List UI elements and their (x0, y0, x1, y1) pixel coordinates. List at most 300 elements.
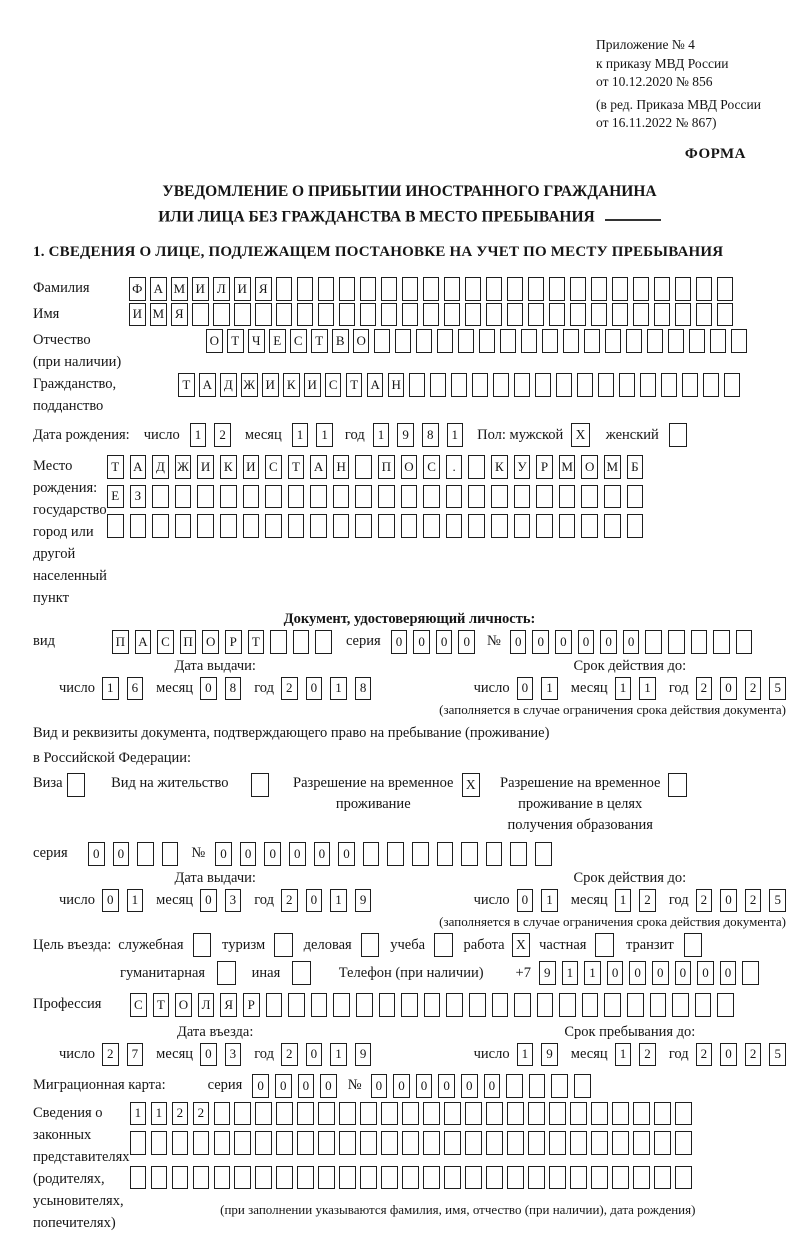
char-cell[interactable] (234, 303, 251, 327)
char-cell[interactable]: 0 (578, 630, 595, 654)
char-cell[interactable] (318, 1131, 335, 1155)
char-cell[interactable] (360, 277, 377, 301)
char-cell[interactable]: 2 (639, 1043, 656, 1067)
char-cell[interactable] (549, 1102, 566, 1126)
char-cell[interactable] (486, 842, 503, 866)
char-cell[interactable] (577, 373, 594, 397)
char-cell[interactable]: Н (388, 373, 405, 397)
char-cell[interactable] (288, 993, 305, 1017)
char-cell[interactable] (521, 329, 538, 353)
char-cell[interactable]: 0 (371, 1074, 388, 1098)
char-cell[interactable] (107, 514, 124, 538)
char-cell[interactable] (197, 514, 214, 538)
char-cell[interactable]: П (378, 455, 395, 479)
char-cell[interactable] (604, 514, 621, 538)
char-cell[interactable]: М (559, 455, 576, 479)
char-cell[interactable] (355, 485, 372, 509)
char-cell[interactable] (633, 1102, 650, 1126)
char-cell[interactable] (172, 1131, 189, 1155)
char-cell[interactable] (423, 1166, 440, 1190)
char-cell[interactable]: О (581, 455, 598, 479)
char-cell[interactable] (570, 1131, 587, 1155)
char-cell[interactable] (506, 1074, 523, 1098)
char-cell[interactable] (363, 842, 380, 866)
purpose-item-6-checkbox[interactable] (684, 933, 703, 957)
char-cell[interactable]: 8 (422, 423, 439, 447)
char-cell[interactable] (604, 993, 621, 1017)
char-cell[interactable] (444, 1102, 461, 1126)
char-cell[interactable]: 0 (275, 1074, 292, 1098)
char-cell[interactable] (243, 514, 260, 538)
char-cell[interactable]: С (423, 455, 440, 479)
char-cell[interactable] (151, 1131, 168, 1155)
char-cell[interactable]: 0 (629, 961, 646, 985)
char-cell[interactable] (559, 485, 576, 509)
char-cell[interactable]: 0 (484, 1074, 501, 1098)
char-cell[interactable]: Л (213, 277, 230, 301)
char-cell[interactable]: 0 (314, 842, 331, 866)
char-cell[interactable] (243, 485, 260, 509)
char-cell[interactable] (582, 993, 599, 1017)
char-cell[interactable]: 0 (652, 961, 669, 985)
char-cell[interactable] (270, 630, 287, 654)
char-cell[interactable] (288, 485, 305, 509)
char-cell[interactable] (536, 485, 553, 509)
char-cell[interactable]: 0 (102, 889, 119, 913)
char-cell[interactable]: 2 (281, 1043, 298, 1067)
char-cell[interactable] (318, 1102, 335, 1126)
char-cell[interactable]: 3 (225, 889, 242, 913)
char-cell[interactable]: К (283, 373, 300, 397)
char-cell[interactable] (465, 1166, 482, 1190)
char-cell[interactable]: 0 (393, 1074, 410, 1098)
char-cell[interactable] (507, 1166, 524, 1190)
char-cell[interactable] (691, 630, 708, 654)
char-cell[interactable]: 0 (517, 889, 534, 913)
char-cell[interactable]: 3 (225, 1043, 242, 1067)
char-cell[interactable] (591, 1166, 608, 1190)
char-cell[interactable]: Т (248, 630, 265, 654)
char-cell[interactable]: 1 (447, 423, 464, 447)
char-cell[interactable] (214, 1131, 231, 1155)
char-cell[interactable] (742, 961, 759, 985)
char-cell[interactable]: 2 (696, 1043, 713, 1067)
char-cell[interactable]: М (604, 455, 621, 479)
char-cell[interactable] (402, 277, 419, 301)
char-cell[interactable]: П (112, 630, 129, 654)
female-checkbox[interactable] (669, 423, 688, 447)
char-cell[interactable] (356, 993, 373, 1017)
char-cell[interactable] (234, 1166, 251, 1190)
char-cell[interactable]: В (332, 329, 349, 353)
char-cell[interactable] (465, 277, 482, 301)
char-cell[interactable]: 0 (200, 889, 217, 913)
char-cell[interactable] (175, 485, 192, 509)
char-cell[interactable] (581, 485, 598, 509)
char-cell[interactable] (360, 1166, 377, 1190)
char-cell[interactable] (401, 514, 418, 538)
char-cell[interactable] (130, 514, 147, 538)
char-cell[interactable]: А (199, 373, 216, 397)
char-cell[interactable] (214, 1166, 231, 1190)
char-cell[interactable] (297, 1131, 314, 1155)
char-cell[interactable]: О (202, 630, 219, 654)
char-cell[interactable]: 0 (416, 1074, 433, 1098)
char-cell[interactable]: 1 (615, 889, 632, 913)
char-cell[interactable]: С (265, 455, 282, 479)
char-cell[interactable]: Е (107, 485, 124, 509)
char-cell[interactable] (717, 993, 734, 1017)
char-cell[interactable] (633, 1166, 650, 1190)
char-cell[interactable] (507, 1131, 524, 1155)
char-cell[interactable] (416, 329, 433, 353)
char-cell[interactable] (542, 329, 559, 353)
char-cell[interactable]: И (192, 277, 209, 301)
char-cell[interactable] (220, 514, 237, 538)
char-cell[interactable] (402, 303, 419, 327)
char-cell[interactable] (570, 303, 587, 327)
char-cell[interactable] (192, 303, 209, 327)
char-cell[interactable] (654, 1166, 671, 1190)
char-cell[interactable] (514, 373, 531, 397)
char-cell[interactable]: С (157, 630, 174, 654)
char-cell[interactable]: 2 (696, 889, 713, 913)
char-cell[interactable] (486, 1166, 503, 1190)
char-cell[interactable] (293, 630, 310, 654)
char-cell[interactable] (528, 1166, 545, 1190)
char-cell[interactable] (444, 1166, 461, 1190)
char-cell[interactable] (297, 277, 314, 301)
char-cell[interactable] (378, 485, 395, 509)
char-cell[interactable] (549, 1131, 566, 1155)
char-cell[interactable] (612, 277, 629, 301)
char-cell[interactable] (381, 303, 398, 327)
char-cell[interactable]: 1 (130, 1102, 147, 1126)
char-cell[interactable]: 0 (517, 677, 534, 701)
char-cell[interactable]: 0 (264, 842, 281, 866)
char-cell[interactable] (381, 277, 398, 301)
char-cell[interactable] (458, 329, 475, 353)
char-cell[interactable] (444, 1131, 461, 1155)
char-cell[interactable] (451, 373, 468, 397)
char-cell[interactable]: 0 (438, 1074, 455, 1098)
char-cell[interactable] (654, 303, 671, 327)
char-cell[interactable]: 0 (289, 842, 306, 866)
char-cell[interactable] (570, 277, 587, 301)
char-cell[interactable] (598, 373, 615, 397)
char-cell[interactable]: Т (346, 373, 363, 397)
char-cell[interactable]: 9 (539, 961, 556, 985)
char-cell[interactable]: 0 (240, 842, 257, 866)
char-cell[interactable]: Т (311, 329, 328, 353)
char-cell[interactable] (213, 303, 230, 327)
char-cell[interactable] (510, 842, 527, 866)
char-cell[interactable] (612, 1166, 629, 1190)
char-cell[interactable]: 2 (172, 1102, 189, 1126)
char-cell[interactable] (591, 1131, 608, 1155)
char-cell[interactable] (633, 303, 650, 327)
char-cell[interactable]: 0 (391, 630, 408, 654)
char-cell[interactable] (710, 329, 727, 353)
char-cell[interactable] (650, 993, 667, 1017)
char-cell[interactable] (654, 1131, 671, 1155)
char-cell[interactable] (265, 485, 282, 509)
char-cell[interactable]: И (304, 373, 321, 397)
char-cell[interactable] (412, 842, 429, 866)
char-cell[interactable]: 2 (639, 889, 656, 913)
char-cell[interactable] (162, 842, 179, 866)
char-cell[interactable] (612, 1131, 629, 1155)
char-cell[interactable]: 0 (200, 1043, 217, 1067)
char-cell[interactable]: 0 (675, 961, 692, 985)
char-cell[interactable] (423, 514, 440, 538)
char-cell[interactable] (401, 485, 418, 509)
char-cell[interactable]: 2 (745, 889, 762, 913)
char-cell[interactable] (661, 373, 678, 397)
char-cell[interactable]: Т (153, 993, 170, 1017)
char-cell[interactable] (528, 303, 545, 327)
char-cell[interactable]: П (180, 630, 197, 654)
char-cell[interactable]: 0 (510, 630, 527, 654)
char-cell[interactable] (360, 1102, 377, 1126)
char-cell[interactable] (703, 373, 720, 397)
char-cell[interactable] (297, 303, 314, 327)
char-cell[interactable]: 1 (517, 1043, 534, 1067)
char-cell[interactable] (486, 1102, 503, 1126)
char-cell[interactable] (130, 1131, 147, 1155)
char-cell[interactable] (152, 485, 169, 509)
char-cell[interactable] (297, 1102, 314, 1126)
char-cell[interactable] (689, 329, 706, 353)
char-cell[interactable]: 0 (623, 630, 640, 654)
char-cell[interactable] (486, 303, 503, 327)
char-cell[interactable]: 5 (769, 677, 786, 701)
char-cell[interactable] (675, 303, 692, 327)
char-cell[interactable] (645, 630, 662, 654)
char-cell[interactable] (423, 303, 440, 327)
char-cell[interactable] (507, 277, 524, 301)
char-cell[interactable] (318, 277, 335, 301)
char-cell[interactable]: Л (198, 993, 215, 1017)
char-cell[interactable]: 0 (436, 630, 453, 654)
char-cell[interactable] (444, 303, 461, 327)
char-cell[interactable] (584, 329, 601, 353)
char-cell[interactable] (549, 277, 566, 301)
char-cell[interactable]: Д (152, 455, 169, 479)
char-cell[interactable]: 2 (281, 889, 298, 913)
char-cell[interactable] (288, 514, 305, 538)
char-cell[interactable] (214, 1102, 231, 1126)
char-cell[interactable] (559, 993, 576, 1017)
char-cell[interactable] (255, 1131, 272, 1155)
char-cell[interactable] (493, 373, 510, 397)
char-cell[interactable] (402, 1102, 419, 1126)
char-cell[interactable]: С (290, 329, 307, 353)
char-cell[interactable] (559, 514, 576, 538)
char-cell[interactable]: А (367, 373, 384, 397)
char-cell[interactable] (197, 485, 214, 509)
char-cell[interactable]: 1 (127, 889, 144, 913)
char-cell[interactable] (551, 1074, 568, 1098)
char-cell[interactable]: Т (227, 329, 244, 353)
char-cell[interactable] (479, 329, 496, 353)
char-cell[interactable]: Д (220, 373, 237, 397)
char-cell[interactable] (537, 993, 554, 1017)
char-cell[interactable]: 5 (769, 889, 786, 913)
char-cell[interactable]: 0 (306, 1043, 323, 1067)
char-cell[interactable] (395, 329, 412, 353)
char-cell[interactable] (381, 1166, 398, 1190)
char-cell[interactable] (563, 329, 580, 353)
char-cell[interactable]: Р (225, 630, 242, 654)
char-cell[interactable]: И (197, 455, 214, 479)
char-cell[interactable]: Е (269, 329, 286, 353)
char-cell[interactable] (591, 1102, 608, 1126)
char-cell[interactable] (374, 329, 391, 353)
char-cell[interactable]: 1 (541, 889, 558, 913)
char-cell[interactable]: К (491, 455, 508, 479)
char-cell[interactable] (696, 303, 713, 327)
char-cell[interactable] (491, 485, 508, 509)
char-cell[interactable] (574, 1074, 591, 1098)
char-cell[interactable] (276, 1131, 293, 1155)
purpose-item-7-checkbox[interactable] (217, 961, 236, 985)
char-cell[interactable] (401, 993, 418, 1017)
visa-checkbox[interactable] (67, 773, 86, 797)
char-cell[interactable]: 2 (745, 677, 762, 701)
char-cell[interactable]: Т (107, 455, 124, 479)
char-cell[interactable] (265, 514, 282, 538)
char-cell[interactable] (627, 514, 644, 538)
char-cell[interactable] (570, 1102, 587, 1126)
char-cell[interactable] (529, 1074, 546, 1098)
char-cell[interactable] (668, 630, 685, 654)
char-cell[interactable] (333, 485, 350, 509)
char-cell[interactable]: А (310, 455, 327, 479)
char-cell[interactable]: 0 (113, 842, 130, 866)
char-cell[interactable] (220, 485, 237, 509)
char-cell[interactable]: 8 (225, 677, 242, 701)
char-cell[interactable]: С (130, 993, 147, 1017)
char-cell[interactable] (654, 277, 671, 301)
char-cell[interactable] (402, 1131, 419, 1155)
char-cell[interactable] (437, 329, 454, 353)
char-cell[interactable] (465, 1102, 482, 1126)
char-cell[interactable] (695, 993, 712, 1017)
char-cell[interactable]: Ф (129, 277, 146, 301)
char-cell[interactable] (581, 514, 598, 538)
char-cell[interactable] (675, 1102, 692, 1126)
char-cell[interactable] (310, 485, 327, 509)
char-cell[interactable] (193, 1166, 210, 1190)
char-cell[interactable]: Р (243, 993, 260, 1017)
char-cell[interactable] (528, 277, 545, 301)
char-cell[interactable] (446, 485, 463, 509)
char-cell[interactable]: 2 (745, 1043, 762, 1067)
char-cell[interactable]: Ч (248, 329, 265, 353)
char-cell[interactable] (333, 993, 350, 1017)
char-cell[interactable] (437, 842, 454, 866)
char-cell[interactable] (654, 1102, 671, 1126)
char-cell[interactable] (430, 373, 447, 397)
char-cell[interactable]: 9 (355, 1043, 372, 1067)
char-cell[interactable] (423, 277, 440, 301)
char-cell[interactable]: 0 (607, 961, 624, 985)
char-cell[interactable] (152, 514, 169, 538)
char-cell[interactable] (468, 455, 485, 479)
char-cell[interactable] (315, 630, 332, 654)
char-cell[interactable] (234, 1131, 251, 1155)
char-cell[interactable] (276, 303, 293, 327)
char-cell[interactable] (381, 1102, 398, 1126)
char-cell[interactable]: 0 (88, 842, 105, 866)
char-cell[interactable] (130, 1166, 147, 1190)
char-cell[interactable] (360, 303, 377, 327)
char-cell[interactable]: . (446, 455, 463, 479)
char-cell[interactable]: О (353, 329, 370, 353)
char-cell[interactable]: 0 (252, 1074, 269, 1098)
char-cell[interactable]: 1 (330, 1043, 347, 1067)
char-cell[interactable] (175, 514, 192, 538)
char-cell[interactable] (255, 303, 272, 327)
char-cell[interactable]: 1 (292, 423, 309, 447)
char-cell[interactable]: 1 (190, 423, 207, 447)
char-cell[interactable]: 8 (355, 677, 372, 701)
purpose-item-0-checkbox[interactable] (193, 933, 212, 957)
char-cell[interactable]: З (130, 485, 147, 509)
char-cell[interactable]: 0 (555, 630, 572, 654)
char-cell[interactable]: 0 (200, 677, 217, 701)
char-cell[interactable] (627, 485, 644, 509)
char-cell[interactable] (355, 455, 372, 479)
char-cell[interactable] (675, 1131, 692, 1155)
char-cell[interactable] (465, 1131, 482, 1155)
char-cell[interactable] (446, 993, 463, 1017)
char-cell[interactable] (255, 1102, 272, 1126)
char-cell[interactable]: 0 (720, 961, 737, 985)
char-cell[interactable]: Б (627, 455, 644, 479)
char-cell[interactable]: У (514, 455, 531, 479)
char-cell[interactable]: 1 (151, 1102, 168, 1126)
char-cell[interactable]: 1 (330, 677, 347, 701)
char-cell[interactable] (507, 1102, 524, 1126)
char-cell[interactable] (409, 373, 426, 397)
char-cell[interactable]: О (175, 993, 192, 1017)
char-cell[interactable] (339, 1102, 356, 1126)
char-cell[interactable] (381, 1131, 398, 1155)
char-cell[interactable] (266, 993, 283, 1017)
residence-permit-checkbox[interactable] (251, 773, 270, 797)
char-cell[interactable]: И (262, 373, 279, 397)
char-cell[interactable]: 1 (102, 677, 119, 701)
char-cell[interactable]: 1 (541, 677, 558, 701)
char-cell[interactable] (731, 329, 748, 353)
char-cell[interactable]: 5 (769, 1043, 786, 1067)
char-cell[interactable] (465, 303, 482, 327)
char-cell[interactable]: 1 (330, 889, 347, 913)
char-cell[interactable]: 1 (562, 961, 579, 985)
temp-residence-checkbox[interactable]: X (462, 773, 481, 797)
char-cell[interactable] (604, 485, 621, 509)
char-cell[interactable]: Т (178, 373, 195, 397)
char-cell[interactable] (486, 1131, 503, 1155)
char-cell[interactable]: Я (220, 993, 237, 1017)
char-cell[interactable]: И (234, 277, 251, 301)
char-cell[interactable]: 9 (541, 1043, 558, 1067)
char-cell[interactable] (491, 514, 508, 538)
char-cell[interactable]: 0 (461, 1074, 478, 1098)
char-cell[interactable]: 0 (458, 630, 475, 654)
